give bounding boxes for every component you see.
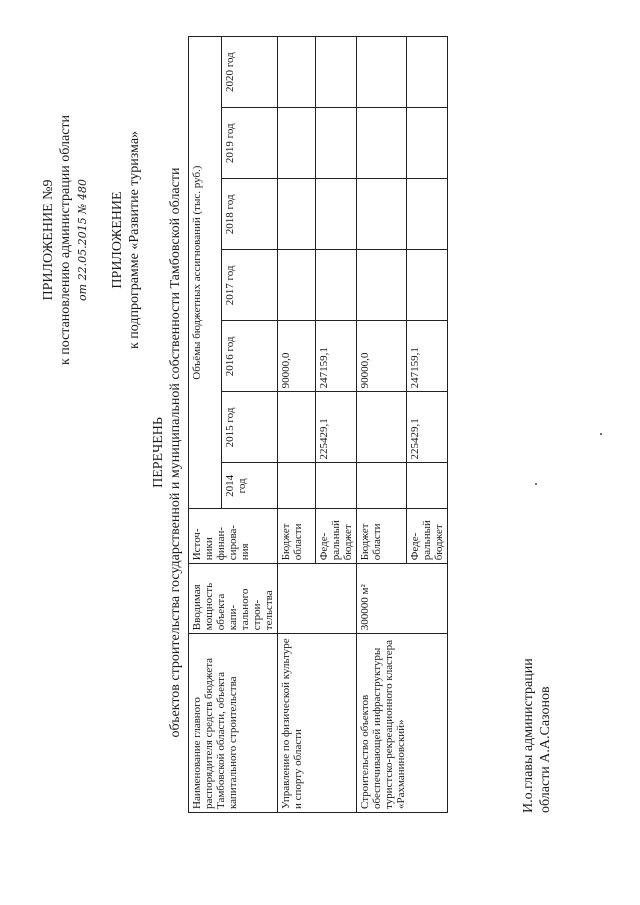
table-row — [357, 37, 407, 813]
appendix-subprogram: к подпрограмме «Развитие туризма» — [127, 130, 142, 350]
header-source: Источ-ники финан-сирова-ния — [189, 509, 278, 564]
value-cell — [357, 250, 407, 321]
value-cell — [316, 463, 357, 509]
value-cell: 247159,1 — [407, 321, 448, 392]
header-year: 2014 год — [221, 463, 277, 509]
value-cell — [357, 108, 407, 179]
value-cell — [316, 37, 357, 108]
title-subheading: объектов строительства государственной и муниципальной собственности Тамбовской области — [168, 167, 183, 738]
scan-speck — [535, 483, 537, 485]
value-cell — [357, 463, 407, 509]
appendix-label: ПРИЛОЖЕНИЕ — [110, 191, 125, 289]
header-capacity: Вводимая мощность объекта капи-тального строи-тельства — [189, 564, 278, 634]
row-capacity: 300000 м² — [357, 564, 448, 634]
row-capacity — [278, 564, 357, 634]
header-year: 2018 год — [221, 179, 277, 250]
value-cell — [278, 463, 316, 509]
header-year: 2016 год — [221, 321, 277, 392]
value-cell — [407, 463, 448, 509]
value-cell — [407, 179, 448, 250]
appendix-decree: к постановлению администрации области — [58, 114, 73, 366]
value-cell — [278, 179, 316, 250]
signature-position: И.о.главы администрации — [521, 658, 536, 813]
value-cell: 90000,0 — [357, 321, 407, 392]
row-source: Бюджет области — [278, 509, 316, 564]
header-year: 2015 год — [221, 392, 277, 463]
value-cell — [316, 250, 357, 321]
header-year: 2020 год — [221, 37, 277, 108]
value-cell — [278, 250, 316, 321]
value-cell — [278, 37, 316, 108]
value-cell: 225429,1 — [316, 392, 357, 463]
header-year: 2017 год — [221, 250, 277, 321]
header-volumes: Объёмы бюджетных ассигнований (тыс. руб.) — [189, 37, 222, 509]
row-source: Феде-ральный бюджет — [407, 509, 448, 564]
value-cell — [316, 179, 357, 250]
table-row — [278, 37, 316, 813]
signature-block — [520, 658, 554, 813]
scan-speck — [600, 433, 602, 435]
row-source: Бюджет области — [357, 509, 407, 564]
signature-name: области А.А.Сазонов — [538, 686, 553, 813]
value-cell: 247159,1 — [316, 321, 357, 392]
appendix-number: ПРИЛОЖЕНИЕ №9 — [41, 179, 56, 301]
title-heading: ПЕРЕЧЕНЬ — [151, 417, 166, 488]
value-cell — [357, 37, 407, 108]
row-name: Управление по физической культуре и спорту области — [278, 634, 357, 813]
value-cell — [407, 250, 448, 321]
value-cell — [357, 392, 407, 463]
document-title — [150, 0, 184, 905]
value-cell: 90000,0 — [278, 321, 316, 392]
value-cell — [407, 108, 448, 179]
appendix-date-signature: от 22.05.2015 № 480 — [76, 179, 89, 301]
value-cell — [407, 37, 448, 108]
row-name: Строительство объектов обеспечивающей инфраструктуры туристско-рекреационного кластера «Рахманиновский» — [357, 634, 448, 813]
objects-table — [188, 36, 448, 813]
header-year: 2019 год — [221, 108, 277, 179]
value-cell — [357, 179, 407, 250]
header-row — [189, 37, 222, 813]
row-source: Феде-ральный бюджет — [316, 509, 357, 564]
value-cell — [278, 108, 316, 179]
appendix-block — [40, 60, 143, 420]
header-name: Наименование главного распорядителя средств бюджета Тамбовской области, объекта капитального строительства — [189, 634, 278, 813]
value-cell: 225429,1 — [407, 392, 448, 463]
value-cell — [316, 108, 357, 179]
value-cell — [278, 392, 316, 463]
